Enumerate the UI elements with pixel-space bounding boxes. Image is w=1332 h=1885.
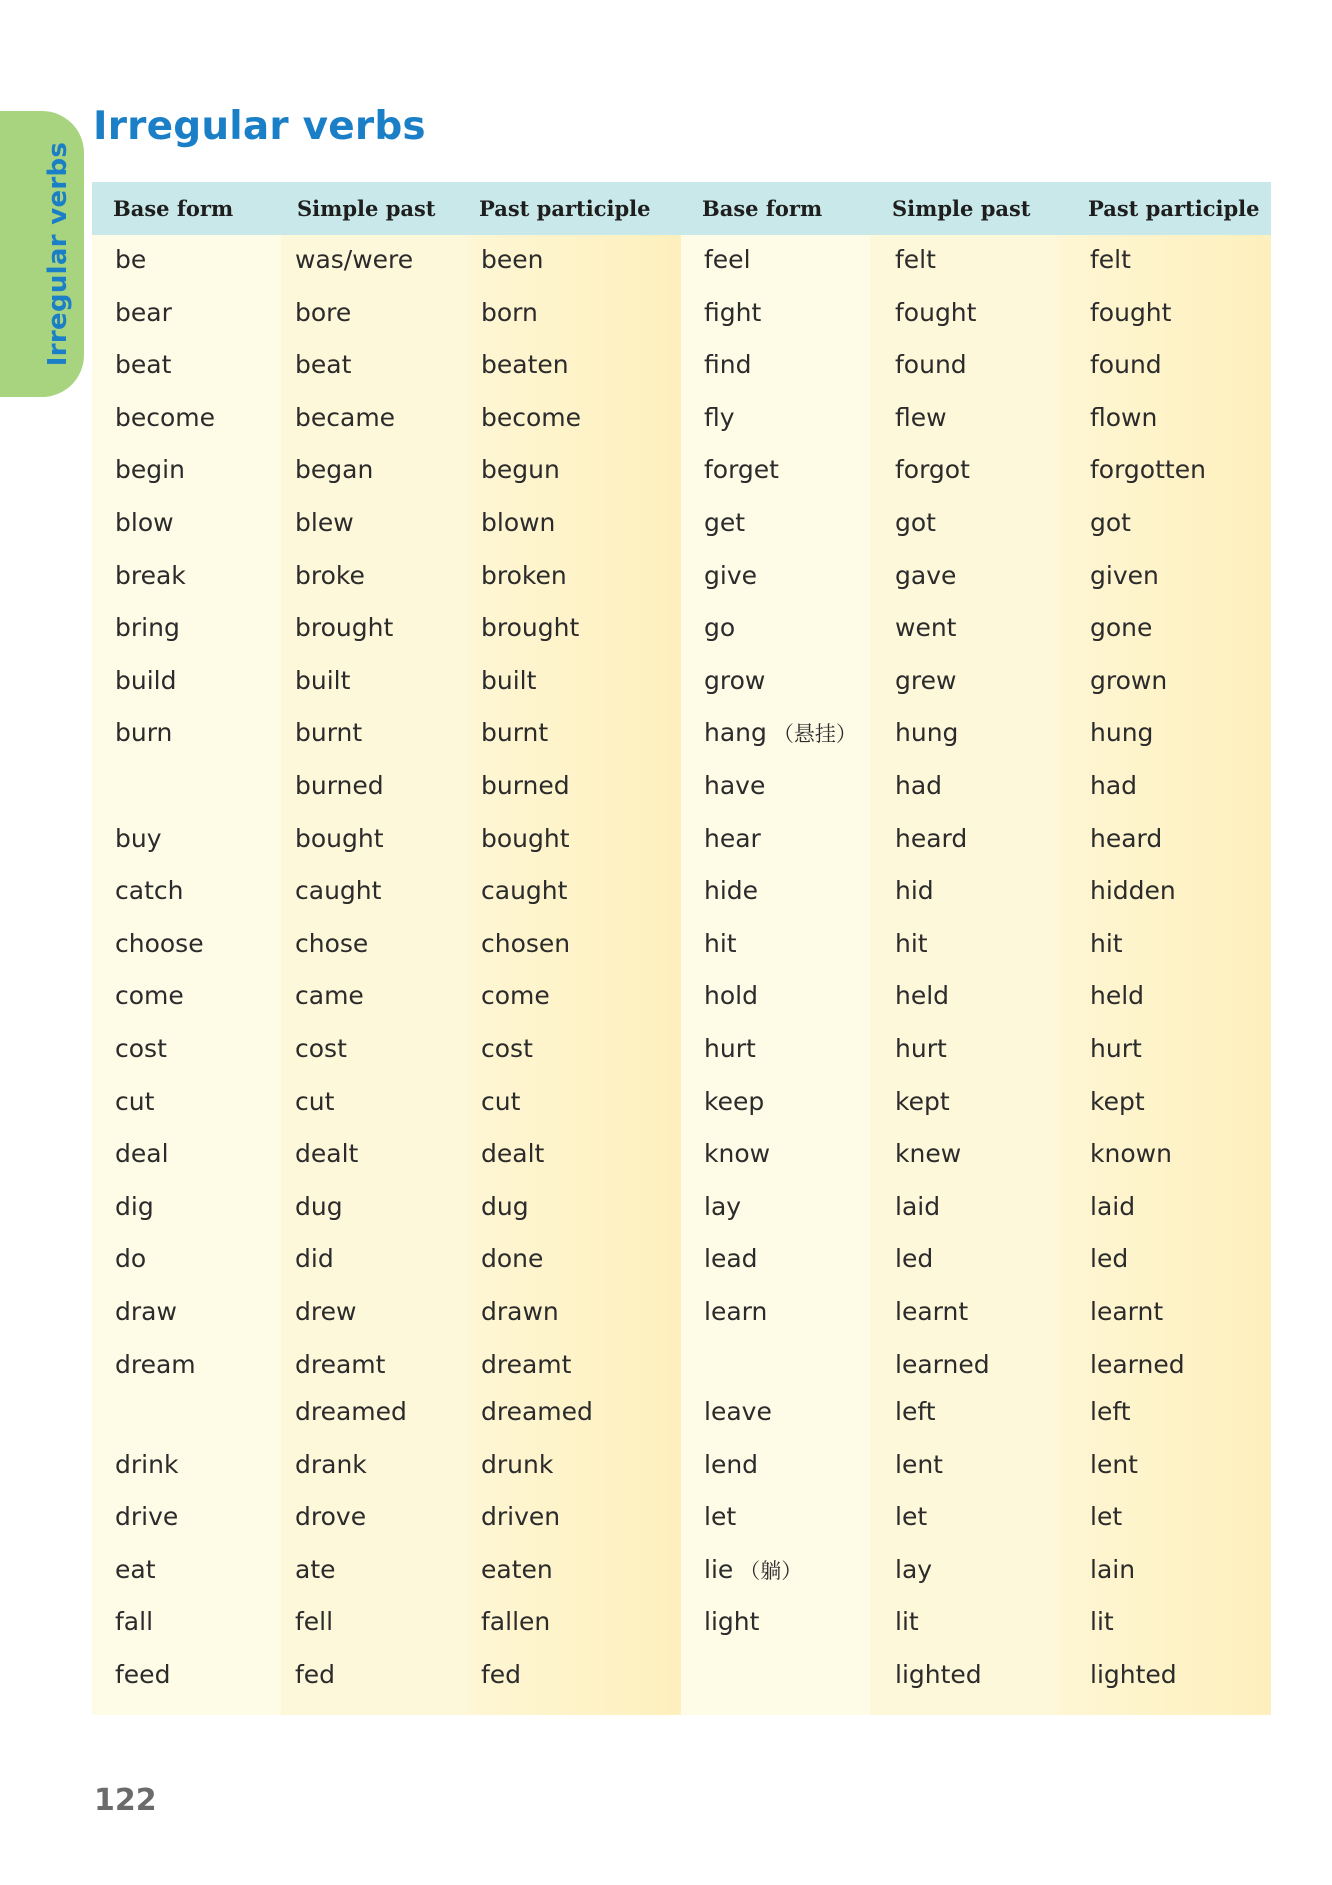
base-form-cell (704, 347, 757, 384)
simple-past-cell: learnt (895, 1297, 969, 1326)
table-row (92, 663, 682, 699)
past-participle-cell: built (481, 666, 537, 695)
base-form-text: hurt (704, 1034, 756, 1063)
past-participle-cell: gone (1090, 613, 1153, 642)
base-form-cell (704, 1294, 773, 1331)
simple-past-cell: fought (895, 298, 977, 327)
table-row (681, 610, 1271, 646)
table-row (92, 1447, 682, 1483)
table-row (681, 1294, 1271, 1330)
base-form-text: become (115, 403, 216, 432)
base-form-text: feed (115, 1660, 171, 1689)
table-row (681, 873, 1271, 909)
table-row (92, 610, 682, 646)
base-form-cell (704, 978, 764, 1015)
table-row (92, 400, 682, 436)
base-form-cell (115, 1241, 146, 1277)
base-form-cell (704, 768, 771, 805)
base-form-cell (704, 873, 764, 910)
header-base-form: Base form (702, 196, 823, 221)
past-participle-cell: dreamed (481, 1397, 593, 1426)
base-form-cell (704, 242, 757, 279)
past-participle-cell: held (1090, 981, 1145, 1010)
simple-past-cell: fed (295, 1660, 336, 1689)
table-row (681, 1347, 1271, 1383)
base-form-text: hide (704, 876, 759, 905)
table-row (92, 1294, 682, 1330)
table-row (681, 926, 1271, 962)
simple-past-cell: hung (895, 718, 959, 747)
table-row (92, 558, 682, 594)
simple-past-cell: gave (895, 561, 957, 590)
base-form-cell (115, 926, 204, 962)
past-participle-cell: fed (481, 1660, 522, 1689)
past-participle-cell: blown (481, 508, 556, 537)
simple-past-cell: broke (295, 561, 365, 590)
table-row (92, 1241, 682, 1277)
past-participle-cell: cut (481, 1087, 521, 1116)
base-form-text: fly (704, 403, 735, 432)
verb-table-left (92, 182, 682, 1715)
base-form-cell (704, 400, 741, 437)
past-participle-cell: lain (1090, 1555, 1136, 1584)
base-form-text: dream (115, 1350, 196, 1379)
base-form-cell (704, 821, 767, 858)
base-form-cell (704, 1189, 747, 1226)
meaning-note: （躺） (739, 1559, 803, 1583)
table-row (681, 558, 1271, 594)
base-form-text: blow (115, 508, 174, 537)
base-form-cell (115, 1347, 196, 1383)
verb-table-right (681, 182, 1271, 1715)
simple-past-cell: ate (295, 1555, 336, 1584)
simple-past-cell: blew (295, 508, 354, 537)
past-participle-cell: got (1090, 508, 1131, 537)
table-row (681, 663, 1271, 699)
base-form-text: deal (115, 1139, 169, 1168)
base-form-cell (704, 926, 743, 963)
table-row (92, 1604, 682, 1640)
base-form-cell (704, 452, 785, 489)
base-form-cell (704, 1657, 710, 1694)
simple-past-cell: lighted (895, 1660, 982, 1689)
base-form-text: lie (704, 1555, 734, 1584)
table-row (92, 1347, 682, 1383)
table-row (92, 1084, 682, 1120)
base-form-cell (704, 610, 741, 647)
base-form-cell (115, 978, 184, 1014)
simple-past-cell: bought (295, 824, 384, 853)
simple-past-cell: bore (295, 298, 352, 327)
base-form-text: bring (115, 613, 180, 642)
base-form-text: begin (115, 455, 185, 484)
base-form-cell (704, 1552, 802, 1589)
table-row (92, 1499, 682, 1535)
simple-past-cell: dreamed (295, 1397, 407, 1426)
base-form-cell (115, 1031, 167, 1067)
past-participle-cell: fallen (481, 1607, 551, 1636)
base-form-cell (704, 1031, 762, 1068)
base-form-cell (115, 295, 172, 331)
past-participle-cell: left (1090, 1397, 1131, 1426)
base-form-text: buy (115, 824, 162, 853)
base-form-text: burn (115, 718, 173, 747)
base-form-cell (704, 1084, 770, 1121)
simple-past-cell: got (895, 508, 936, 537)
base-form-text: give (704, 561, 757, 590)
past-participle-cell: laid (1090, 1192, 1136, 1221)
base-form-text: go (704, 613, 736, 642)
past-participle-cell: dug (481, 1192, 529, 1221)
simple-past-cell: lent (895, 1450, 943, 1479)
base-form-text: hold (704, 981, 758, 1010)
table-row (681, 978, 1271, 1014)
simple-past-cell: began (295, 455, 374, 484)
base-form-cell (704, 663, 771, 700)
past-participle-cell: caught (481, 876, 568, 905)
header-base-form: Base form (113, 196, 234, 221)
base-form-cell (115, 1294, 177, 1330)
base-form-text: draw (115, 1297, 177, 1326)
table-row (681, 1084, 1271, 1120)
past-participle-cell: given (1090, 561, 1159, 590)
table-row (92, 1136, 682, 1172)
base-form-text: hear (704, 824, 761, 853)
table-row (92, 505, 682, 541)
simple-past-cell: cut (295, 1087, 335, 1116)
past-participle-cell: become (481, 403, 582, 432)
past-participle-cell: eaten (481, 1555, 553, 1584)
base-form-cell (115, 1499, 178, 1535)
table-row (92, 873, 682, 909)
base-form-text: lead (704, 1244, 758, 1273)
base-form-text: know (704, 1139, 771, 1168)
simple-past-cell: let (895, 1502, 928, 1531)
header-simple-past: Simple past (297, 196, 436, 221)
base-form-cell (115, 1657, 170, 1693)
base-form-cell (115, 347, 171, 383)
simple-past-cell: dug (295, 1192, 343, 1221)
base-form-cell (704, 1347, 710, 1384)
simple-past-cell: had (895, 771, 943, 800)
past-participle-cell: bought (481, 824, 570, 853)
base-form-cell (115, 663, 176, 699)
base-form-text: lend (704, 1450, 759, 1479)
simple-past-cell: held (895, 981, 950, 1010)
base-form-cell (115, 1447, 178, 1483)
past-participle-cell: fought (1090, 298, 1172, 327)
table-row (92, 347, 682, 383)
past-participle-cell: hit (1090, 929, 1123, 958)
simple-past-cell: led (895, 1244, 934, 1273)
base-form-text: beat (115, 350, 172, 379)
header-past-participle: Past participle (1088, 196, 1260, 221)
base-form-cell (115, 715, 172, 751)
past-participle-cell: begun (481, 455, 560, 484)
table-row (92, 715, 682, 751)
table-header (92, 182, 682, 235)
base-form-text: break (115, 561, 186, 590)
base-form-text: be (115, 245, 147, 274)
base-form-cell (704, 1136, 776, 1173)
base-form-cell (115, 400, 215, 436)
table-row (681, 1189, 1271, 1225)
table-row (681, 821, 1271, 857)
past-participle-cell: lit (1090, 1607, 1114, 1636)
past-participle-cell: come (481, 981, 550, 1010)
simple-past-cell: found (895, 350, 967, 379)
past-participle-cell: broken (481, 561, 567, 590)
simple-past-cell: hurt (895, 1034, 947, 1063)
simple-past-cell: lit (895, 1607, 919, 1636)
base-form-cell (704, 295, 767, 332)
table-row (92, 978, 682, 1014)
past-participle-cell: hurt (1090, 1034, 1142, 1063)
base-form-text: fight (704, 298, 762, 327)
base-form-cell (115, 873, 183, 909)
meaning-note: （悬挂） (772, 722, 857, 746)
base-form-text: drink (115, 1450, 179, 1479)
table-row (681, 1136, 1271, 1172)
base-form-cell (115, 1552, 156, 1588)
simple-past-cell: went (895, 613, 957, 642)
base-form-cell (115, 1136, 169, 1172)
table-row (92, 926, 682, 962)
past-participle-cell: heard (1090, 824, 1163, 853)
base-form-text: come (115, 981, 184, 1010)
past-participle-cell: dreamt (481, 1350, 572, 1379)
simple-past-cell: became (295, 403, 396, 432)
base-form-text: learn (704, 1297, 768, 1326)
simple-past-cell: did (295, 1244, 334, 1273)
table-row (681, 715, 1271, 751)
past-participle-cell: dealt (481, 1139, 545, 1168)
simple-past-cell: drew (295, 1297, 357, 1326)
simple-past-cell: fell (295, 1607, 334, 1636)
table-row (681, 347, 1271, 383)
base-form-text: cost (115, 1034, 167, 1063)
table-row (681, 295, 1271, 331)
table-row (92, 452, 682, 488)
past-participle-cell: driven (481, 1502, 561, 1531)
base-form-cell (115, 558, 186, 594)
base-form-text: bear (115, 298, 172, 327)
simple-past-cell: burnt (295, 718, 363, 747)
simple-past-cell: hid (895, 876, 934, 905)
base-form-cell (704, 1241, 764, 1278)
base-form-text: hang (704, 718, 767, 747)
simple-past-cell: hit (895, 929, 928, 958)
past-participle-cell: burned (481, 771, 570, 800)
base-form-text: fall (115, 1607, 154, 1636)
base-form-text: catch (115, 876, 184, 905)
past-participle-cell: drunk (481, 1450, 554, 1479)
table-row (92, 768, 682, 804)
past-participle-cell: kept (1090, 1087, 1145, 1116)
base-form-text: lay (704, 1192, 742, 1221)
past-participle-cell: had (1090, 771, 1138, 800)
table-row (92, 1552, 682, 1588)
base-form-cell (704, 505, 751, 542)
table-row (92, 1657, 682, 1693)
simple-past-cell: laid (895, 1192, 941, 1221)
past-participle-cell: been (481, 245, 544, 274)
base-form-text: light (704, 1607, 760, 1636)
base-form-cell (115, 1084, 154, 1120)
simple-past-cell: dreamt (295, 1350, 386, 1379)
base-form-cell (115, 821, 162, 857)
base-form-text: forget (704, 455, 779, 484)
past-participle-cell: learned (1090, 1350, 1185, 1379)
past-participle-cell: brought (481, 613, 580, 642)
past-participle-cell: led (1090, 1244, 1129, 1273)
base-form-text: have (704, 771, 766, 800)
past-participle-cell: done (481, 1244, 544, 1273)
past-participle-cell: felt (1090, 245, 1131, 274)
table-row (681, 768, 1271, 804)
simple-past-cell: chose (295, 929, 369, 958)
page-title: Irregular verbs (93, 104, 426, 149)
simple-past-cell: left (895, 1397, 936, 1426)
past-participle-cell: born (481, 298, 538, 327)
table-row (92, 295, 682, 331)
base-form-text: dig (115, 1192, 154, 1221)
table-row (681, 1394, 1271, 1430)
table-row (681, 1657, 1271, 1693)
base-form-text: choose (115, 929, 204, 958)
base-form-text: grow (704, 666, 766, 695)
base-form-cell (115, 1604, 153, 1640)
simple-past-cell: burned (295, 771, 384, 800)
past-participle-cell: lighted (1090, 1660, 1177, 1689)
simple-past-cell: dealt (295, 1139, 359, 1168)
header-simple-past: Simple past (892, 196, 1031, 221)
past-participle-cell: burnt (481, 718, 549, 747)
header-past-participle: Past participle (479, 196, 651, 221)
table-row (92, 242, 682, 278)
table-row (681, 400, 1271, 436)
table-row (681, 1031, 1271, 1067)
simple-past-cell: built (295, 666, 351, 695)
past-participle-cell: drawn (481, 1297, 559, 1326)
past-participle-cell: beaten (481, 350, 569, 379)
table-row (92, 821, 682, 857)
simple-past-cell: drove (295, 1502, 367, 1531)
simple-past-cell: beat (295, 350, 352, 379)
simple-past-cell: heard (895, 824, 968, 853)
base-form-cell (115, 505, 174, 541)
base-form-text: build (115, 666, 177, 695)
simple-past-cell: was/were (295, 245, 414, 274)
simple-past-cell: lay (895, 1555, 933, 1584)
table-row (681, 1447, 1271, 1483)
base-form-cell (115, 1189, 154, 1225)
table-row (681, 1604, 1271, 1640)
side-tab-label: Irregular verbs (43, 141, 73, 367)
simple-past-cell: drank (295, 1450, 367, 1479)
base-form-text: get (704, 508, 746, 537)
base-form-text: find (704, 350, 752, 379)
past-participle-cell: cost (481, 1034, 533, 1063)
table-row (92, 1031, 682, 1067)
table-row (681, 1241, 1271, 1277)
past-participle-cell: flown (1090, 403, 1158, 432)
past-participle-cell: hung (1090, 718, 1154, 747)
base-form-text: leave (704, 1397, 772, 1426)
table-row (681, 505, 1271, 541)
simple-past-cell: came (295, 981, 364, 1010)
base-form-cell (115, 610, 180, 646)
past-participle-cell: grown (1090, 666, 1168, 695)
simple-past-cell: learned (895, 1350, 990, 1379)
past-participle-cell: hidden (1090, 876, 1176, 905)
base-form-text: keep (704, 1087, 765, 1116)
table-row (92, 1394, 682, 1430)
past-participle-cell: found (1090, 350, 1162, 379)
simple-past-cell: flew (895, 403, 947, 432)
page-number: 122 (94, 1783, 157, 1818)
base-form-cell (704, 1394, 778, 1431)
base-form-cell (704, 1499, 742, 1536)
table-row (681, 452, 1271, 488)
past-participle-cell: forgotten (1090, 455, 1206, 484)
simple-past-cell: felt (895, 245, 936, 274)
base-form-cell (704, 558, 763, 595)
past-participle-cell: let (1090, 1502, 1123, 1531)
simple-past-cell: grew (895, 666, 957, 695)
simple-past-cell: brought (295, 613, 394, 642)
base-form-text: hit (704, 929, 737, 958)
base-form-cell (704, 1604, 765, 1641)
table-header (681, 182, 1271, 235)
simple-past-cell: caught (295, 876, 382, 905)
table-row (681, 1499, 1271, 1535)
base-form-text: let (704, 1502, 737, 1531)
base-form-cell (704, 715, 857, 752)
past-participle-cell: lent (1090, 1450, 1138, 1479)
simple-past-cell: knew (895, 1139, 962, 1168)
past-participle-cell: learnt (1090, 1297, 1164, 1326)
base-form-text: feel (704, 245, 751, 274)
table-row (92, 1189, 682, 1225)
table-row (681, 242, 1271, 278)
past-participle-cell: chosen (481, 929, 571, 958)
simple-past-cell: kept (895, 1087, 950, 1116)
base-form-text: do (115, 1244, 147, 1273)
simple-past-cell: forgot (895, 455, 970, 484)
base-form-text: cut (115, 1087, 155, 1116)
table-row (681, 1552, 1271, 1588)
base-form-cell (115, 242, 146, 278)
base-form-cell (704, 1447, 764, 1484)
base-form-text: drive (115, 1502, 179, 1531)
base-form-text: eat (115, 1555, 156, 1584)
simple-past-cell: cost (295, 1034, 347, 1063)
base-form-cell (115, 452, 185, 488)
past-participle-cell: known (1090, 1139, 1172, 1168)
